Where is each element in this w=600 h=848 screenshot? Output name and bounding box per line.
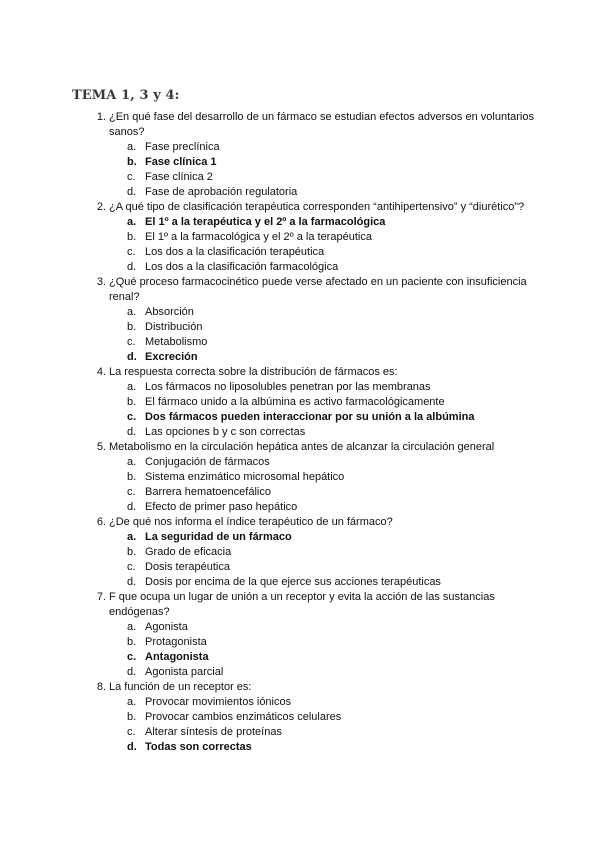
answer-option: [0, 500, 600, 515]
answer-option: [0, 635, 600, 650]
option-text: El fármaco unido a la albúmina es activo farmacológicamente: [145, 396, 445, 408]
answer-option-correct: [0, 215, 600, 230]
answer-option: [0, 710, 600, 725]
answer-option-correct: [0, 410, 600, 425]
answer-option: [0, 185, 600, 200]
question-text: ¿Qué proceso farmacocinético puede verse afectado en un paciente con insuficiencia renal?: [109, 276, 527, 303]
option-text: Barrera hematoencefálico: [145, 486, 271, 498]
answer-option-correct: [0, 530, 600, 545]
option-text: Los dos a la clasificación terapéutica: [145, 246, 325, 258]
option-text: Alterar síntesis de proteínas: [145, 726, 282, 738]
question-list: [0, 110, 600, 755]
option-letter: b.: [127, 396, 137, 408]
option-letter: a.: [127, 696, 137, 708]
option-letter: c.: [127, 726, 136, 738]
option-list: [0, 215, 600, 275]
option-text: Antagonista: [145, 651, 209, 663]
answer-option: [0, 425, 600, 440]
question-item: [0, 275, 600, 365]
option-text: El 1º a la farmacológica y el 2º a la terapéutica: [145, 231, 372, 243]
question-text: ¿De qué nos informa el índice terapéutico de un fármaco?: [109, 516, 393, 528]
option-letter: a.: [127, 141, 137, 153]
option-text: Agonista: [145, 621, 188, 633]
option-text: Fase clínica 1: [145, 156, 217, 168]
answer-option-correct: [0, 650, 600, 665]
question-item: [0, 590, 600, 680]
option-text: Distribución: [145, 321, 203, 333]
question-item: [0, 440, 600, 515]
option-letter: a.: [127, 456, 137, 468]
answer-option: [0, 245, 600, 260]
answer-option: [0, 665, 600, 680]
answer-option: [0, 230, 600, 245]
answer-option: [0, 455, 600, 470]
option-letter: d.: [127, 261, 137, 273]
option-letter: a.: [127, 381, 137, 393]
option-text: Protagonista: [145, 636, 207, 648]
question-text: La respuesta correcta sobre la distribución de fármacos es:: [109, 366, 398, 378]
option-letter: a.: [127, 306, 137, 318]
option-text: Fase de aprobación regulatoria: [145, 186, 298, 198]
answer-option: [0, 140, 600, 155]
option-letter: c.: [127, 561, 136, 573]
option-letter: b.: [127, 636, 137, 648]
option-letter: b.: [127, 231, 137, 243]
question-text: ¿A qué tipo de clasificación terapéutica corresponden “antihipertensivo” y “diurético”?: [109, 201, 525, 213]
answer-option: [0, 305, 600, 320]
question-number: 5.: [96, 441, 106, 453]
question-item: [0, 515, 600, 590]
answer-option: [0, 560, 600, 575]
option-letter: b.: [127, 321, 137, 333]
option-text: Provocar cambios enzimáticos celulares: [145, 711, 342, 723]
option-text: Las opciones b y c son correctas: [145, 426, 306, 438]
option-text: El 1º a la terapéutica y el 2º a la farmacológica: [145, 216, 386, 228]
option-text: Excreción: [145, 351, 198, 363]
answer-option-correct: [0, 350, 600, 365]
option-text: Los fármacos no liposolubles penetran por las membranas: [145, 381, 431, 393]
option-letter: b.: [127, 546, 137, 558]
answer-option: [0, 620, 600, 635]
option-text: Dos fármacos pueden interaccionar por su unión a la albúmina: [145, 411, 475, 423]
answer-option: [0, 575, 600, 590]
option-letter: a.: [127, 216, 137, 228]
option-letter: a.: [127, 621, 137, 633]
option-letter: c.: [127, 246, 136, 258]
option-letter: d.: [127, 501, 137, 513]
answer-option: [0, 320, 600, 335]
answer-option-correct: [0, 740, 600, 755]
option-list: [0, 305, 600, 365]
option-text: Agonista parcial: [145, 666, 224, 678]
option-letter: c.: [127, 411, 137, 423]
question-item: [0, 200, 600, 275]
option-list: [0, 620, 600, 680]
option-list: [0, 695, 600, 755]
option-text: Los dos a la clasificación farmacológica: [145, 261, 339, 273]
question-text: Metabolismo en la circulación hepática antes de alcanzar la circulación general: [109, 441, 495, 453]
option-letter: c.: [127, 486, 136, 498]
option-text: La seguridad de un fármaco: [145, 531, 292, 543]
answer-option: [0, 380, 600, 395]
question-text: ¿En qué fase del desarrollo de un fármaco se estudian efectos adversos en voluntarios sanos?: [109, 111, 534, 138]
question-number: 1.: [96, 111, 106, 123]
option-letter: a.: [127, 531, 137, 543]
question-item: [0, 365, 600, 440]
option-text: Fase clínica 2: [145, 171, 213, 183]
option-letter: b.: [127, 471, 137, 483]
option-text: Grado de eficacia: [145, 546, 232, 558]
answer-option: [0, 170, 600, 185]
question-number: 2.: [96, 201, 106, 213]
option-text: Conjugación de fármacos: [145, 456, 270, 468]
option-letter: d.: [127, 576, 137, 588]
answer-option: [0, 725, 600, 740]
section-heading: TEMA 1, 3 y 4:: [72, 88, 180, 103]
question-text: La función de un receptor es:: [109, 681, 252, 693]
option-letter: b.: [127, 711, 137, 723]
option-letter: b.: [127, 156, 137, 168]
question-number: 4.: [96, 366, 106, 378]
option-letter: d.: [127, 426, 137, 438]
answer-option: [0, 260, 600, 275]
option-list: [0, 530, 600, 590]
answer-option: [0, 695, 600, 710]
option-letter: d.: [127, 741, 137, 753]
option-text: Sistema enzimático microsomal hepático: [145, 471, 345, 483]
question-number: 6.: [96, 516, 106, 528]
option-text: Efecto de primer paso hepático: [145, 501, 298, 513]
option-letter: c.: [127, 171, 136, 183]
option-list: [0, 140, 600, 200]
option-text: Metabolismo: [145, 336, 208, 348]
option-text: Absorción: [145, 306, 194, 318]
answer-option: [0, 395, 600, 410]
option-letter: d.: [127, 666, 137, 678]
option-text: Dosis por encima de la que ejerce sus acciones terapéuticas: [145, 576, 441, 588]
question-item: [0, 680, 600, 755]
answer-option: [0, 545, 600, 560]
answer-option: [0, 470, 600, 485]
answer-option: [0, 485, 600, 500]
option-letter: c.: [127, 336, 136, 348]
option-list: [0, 380, 600, 440]
question-number: 7.: [96, 591, 106, 603]
option-list: [0, 455, 600, 515]
question-number: 3.: [96, 276, 106, 288]
option-text: Dosis terapéutica: [145, 561, 230, 573]
option-letter: d.: [127, 186, 137, 198]
question-number: 8.: [96, 681, 106, 693]
answer-option-correct: [0, 155, 600, 170]
question-item: [0, 110, 600, 200]
option-letter: c.: [127, 651, 137, 663]
option-text: Todas son correctas: [145, 741, 252, 753]
option-text: Fase preclínica: [145, 141, 220, 153]
option-letter: d.: [127, 351, 137, 363]
question-text: F que ocupa un lugar de unión a un receptor y evita la acción de las sustancias endógenas?: [109, 591, 495, 618]
answer-option: [0, 335, 600, 350]
option-text: Provocar movimientos iónicos: [145, 696, 292, 708]
